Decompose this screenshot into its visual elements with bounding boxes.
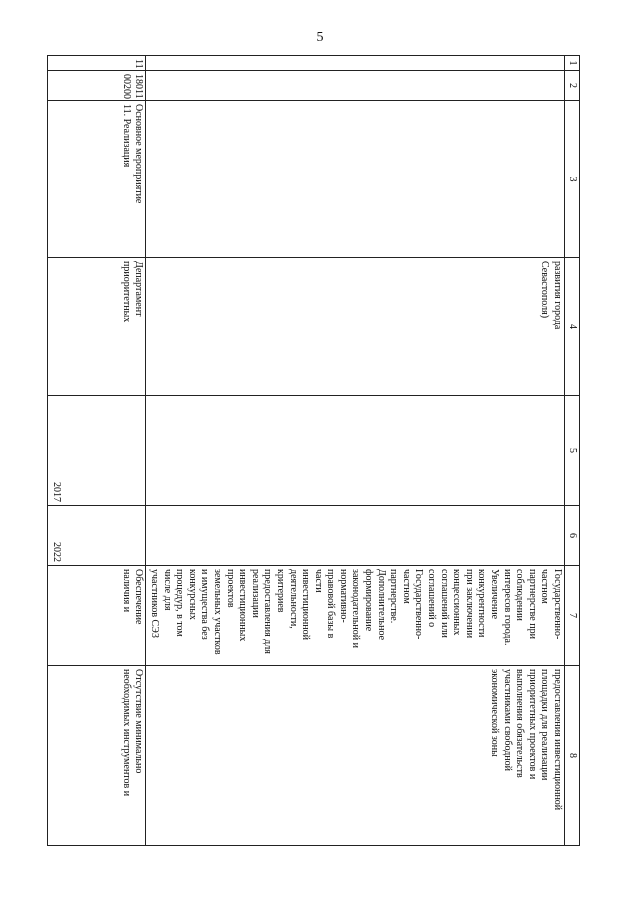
cell-empty xyxy=(146,396,565,506)
table-row xyxy=(48,56,146,846)
cell-activity-name: Основное мероприятие 11. Реализация xyxy=(48,101,146,258)
rotated-table-container xyxy=(47,55,580,845)
cell-empty xyxy=(146,71,565,101)
program-table xyxy=(47,55,580,846)
header-cell-2: 2 xyxy=(565,71,580,101)
cell-consequences: предоставления инвестиционной площадки для реализации приоритетных проектов и выполнения обязательств участниками свободной экономической зоны xyxy=(146,666,565,846)
cell-empty xyxy=(146,506,565,566)
header-cell-1: 1 xyxy=(565,56,580,71)
table-row xyxy=(146,56,565,846)
cell-expected-result: Государственно- частном партнерстве при соблюдении интересов города. Увеличение конкурентности при заключении концессионных соглашений или соглашений о Государственно- частном партнерстве. Дополнительное формирование законодательной и нормативно- правовой базы в части инвестиционной деятельности, критериев предоставления для реализации инвестиционных проектов земельных участков и имущества без конкурсных процедур, в том числе для участников СЭЗ xyxy=(146,566,565,666)
cell-end-year: 2022 xyxy=(48,506,146,566)
table-header-row xyxy=(565,56,580,846)
cell-start-year: 2017 xyxy=(48,396,146,506)
cell-executor: Департамент приоритетных xyxy=(48,258,146,396)
cell-executor: развития города Севастополя) xyxy=(146,258,565,396)
header-cell-4: 4 xyxy=(565,258,580,396)
cell-row-number: 11 xyxy=(48,56,146,71)
cell-consequences: Отсутствие минимально необходимых инструментов и xyxy=(48,666,146,846)
header-cell-3: 3 xyxy=(565,101,580,258)
header-cell-8: 8 xyxy=(565,666,580,846)
cell-empty xyxy=(146,56,565,71)
page-number: 5 xyxy=(316,30,324,45)
header-cell-5: 5 xyxy=(565,396,580,506)
cell-code: 18011 00200 xyxy=(48,71,146,101)
cell-expected-result: Обеспечение наличия и xyxy=(48,566,146,666)
header-cell-7: 7 xyxy=(565,566,580,666)
cell-empty xyxy=(146,101,565,258)
header-cell-6: 6 xyxy=(565,506,580,566)
